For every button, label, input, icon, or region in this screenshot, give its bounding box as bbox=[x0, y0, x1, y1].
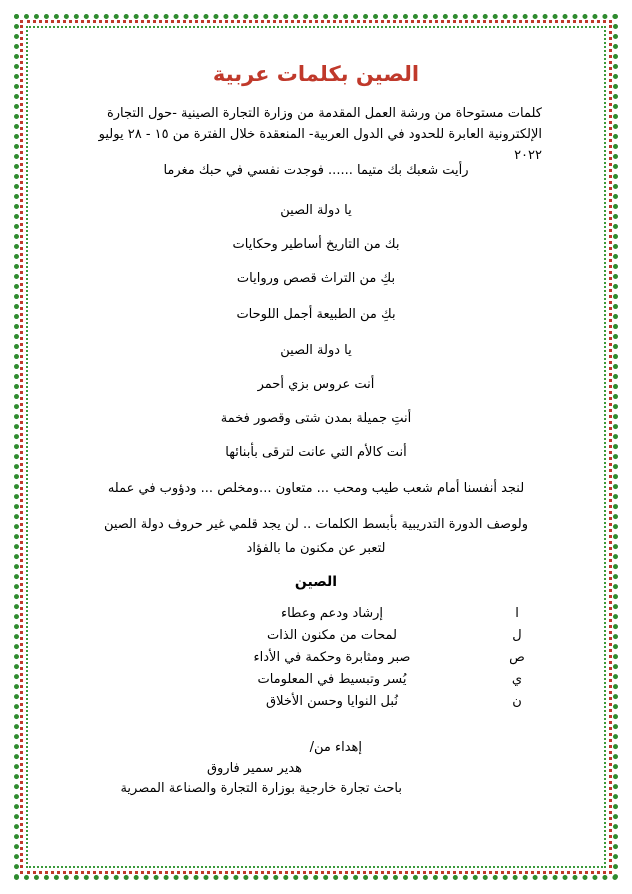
acrostic-row bbox=[112, 650, 532, 672]
acrostic-text: يُسر وتبسيط في المعلومات bbox=[257, 672, 407, 687]
acrostic-text: صبر ومثابرة وحكمة في الأداء bbox=[253, 650, 411, 665]
acrostic-row bbox=[112, 694, 532, 716]
acrostic-text: نُبل النوايا وحسن الأخلاق bbox=[266, 694, 398, 709]
poem-line: أنت عروس بزي أحمر bbox=[257, 377, 375, 392]
poem-line: بكِ من التراث قصص وروايات bbox=[236, 271, 396, 286]
poem-line: لنجد أنفسنا أمام شعب طيب ومحب ... متعاون ...ومخلص ... ودؤوب في عمله bbox=[107, 481, 525, 496]
acrostic-letter: ص bbox=[509, 650, 525, 665]
poem-line: رأيت شعبك بك متيما ...... فوجدت نفسي في حبك مغرما bbox=[163, 163, 469, 178]
acrostic-text: لمحات من مكنون الذات bbox=[267, 628, 397, 643]
poem-line: بك من التاريخ أساطير وحكايات bbox=[232, 237, 400, 252]
acrostic-title: الصين bbox=[294, 574, 338, 590]
acrostic-row bbox=[112, 672, 532, 694]
poem-line: بكِ من الطبيعة أجمل اللوحات bbox=[236, 307, 396, 322]
page-title: الصين بكلمات عربية bbox=[212, 62, 420, 86]
acrostic-text: إرشاد ودعم وعطاء bbox=[280, 606, 384, 621]
poem-line: أنتِ جميلة بمدن شتى وقصور فخمة bbox=[220, 411, 412, 426]
acrostic-letter: ا bbox=[515, 606, 519, 621]
dedication-label: إهداء من/ bbox=[309, 740, 362, 755]
poem-line: ولوصف الدورة التدريبية بأبسط الكلمات .. لن يجد قلمي غير حروف دولة الصين bbox=[103, 517, 529, 532]
acrostic-row bbox=[112, 628, 532, 650]
acrostic-letter: ل bbox=[512, 628, 522, 643]
poem-line: أنت كالأم التي عانت لترقى بأبنائها bbox=[225, 445, 407, 460]
poem-line: يا دولة الصين bbox=[280, 203, 352, 218]
poem-line: يا دولة الصين bbox=[280, 343, 352, 358]
acrostic-letter: ي bbox=[511, 672, 523, 687]
author-name: هدير سمير فاروق bbox=[206, 761, 302, 776]
intro-paragraph: كلمات مستوحاة من ورشة العمل المقدمة من وزارة التجارة الصينية -حول التجارة الإلكترونية العابرة للحدود في الدول العربية- المنعقدة خلال الفترة من ١٥ - ٢٨ يوليو ٢٠٢٢ bbox=[98, 106, 542, 163]
poem-line: لتعبر عن مكنون ما بالفؤاد bbox=[246, 541, 386, 556]
author-role: باحث تجارة خارجية بوزارة التجارة والصناعة المصرية bbox=[120, 781, 402, 796]
acrostic-row bbox=[112, 606, 532, 628]
acrostic-letter: ن bbox=[512, 694, 522, 709]
